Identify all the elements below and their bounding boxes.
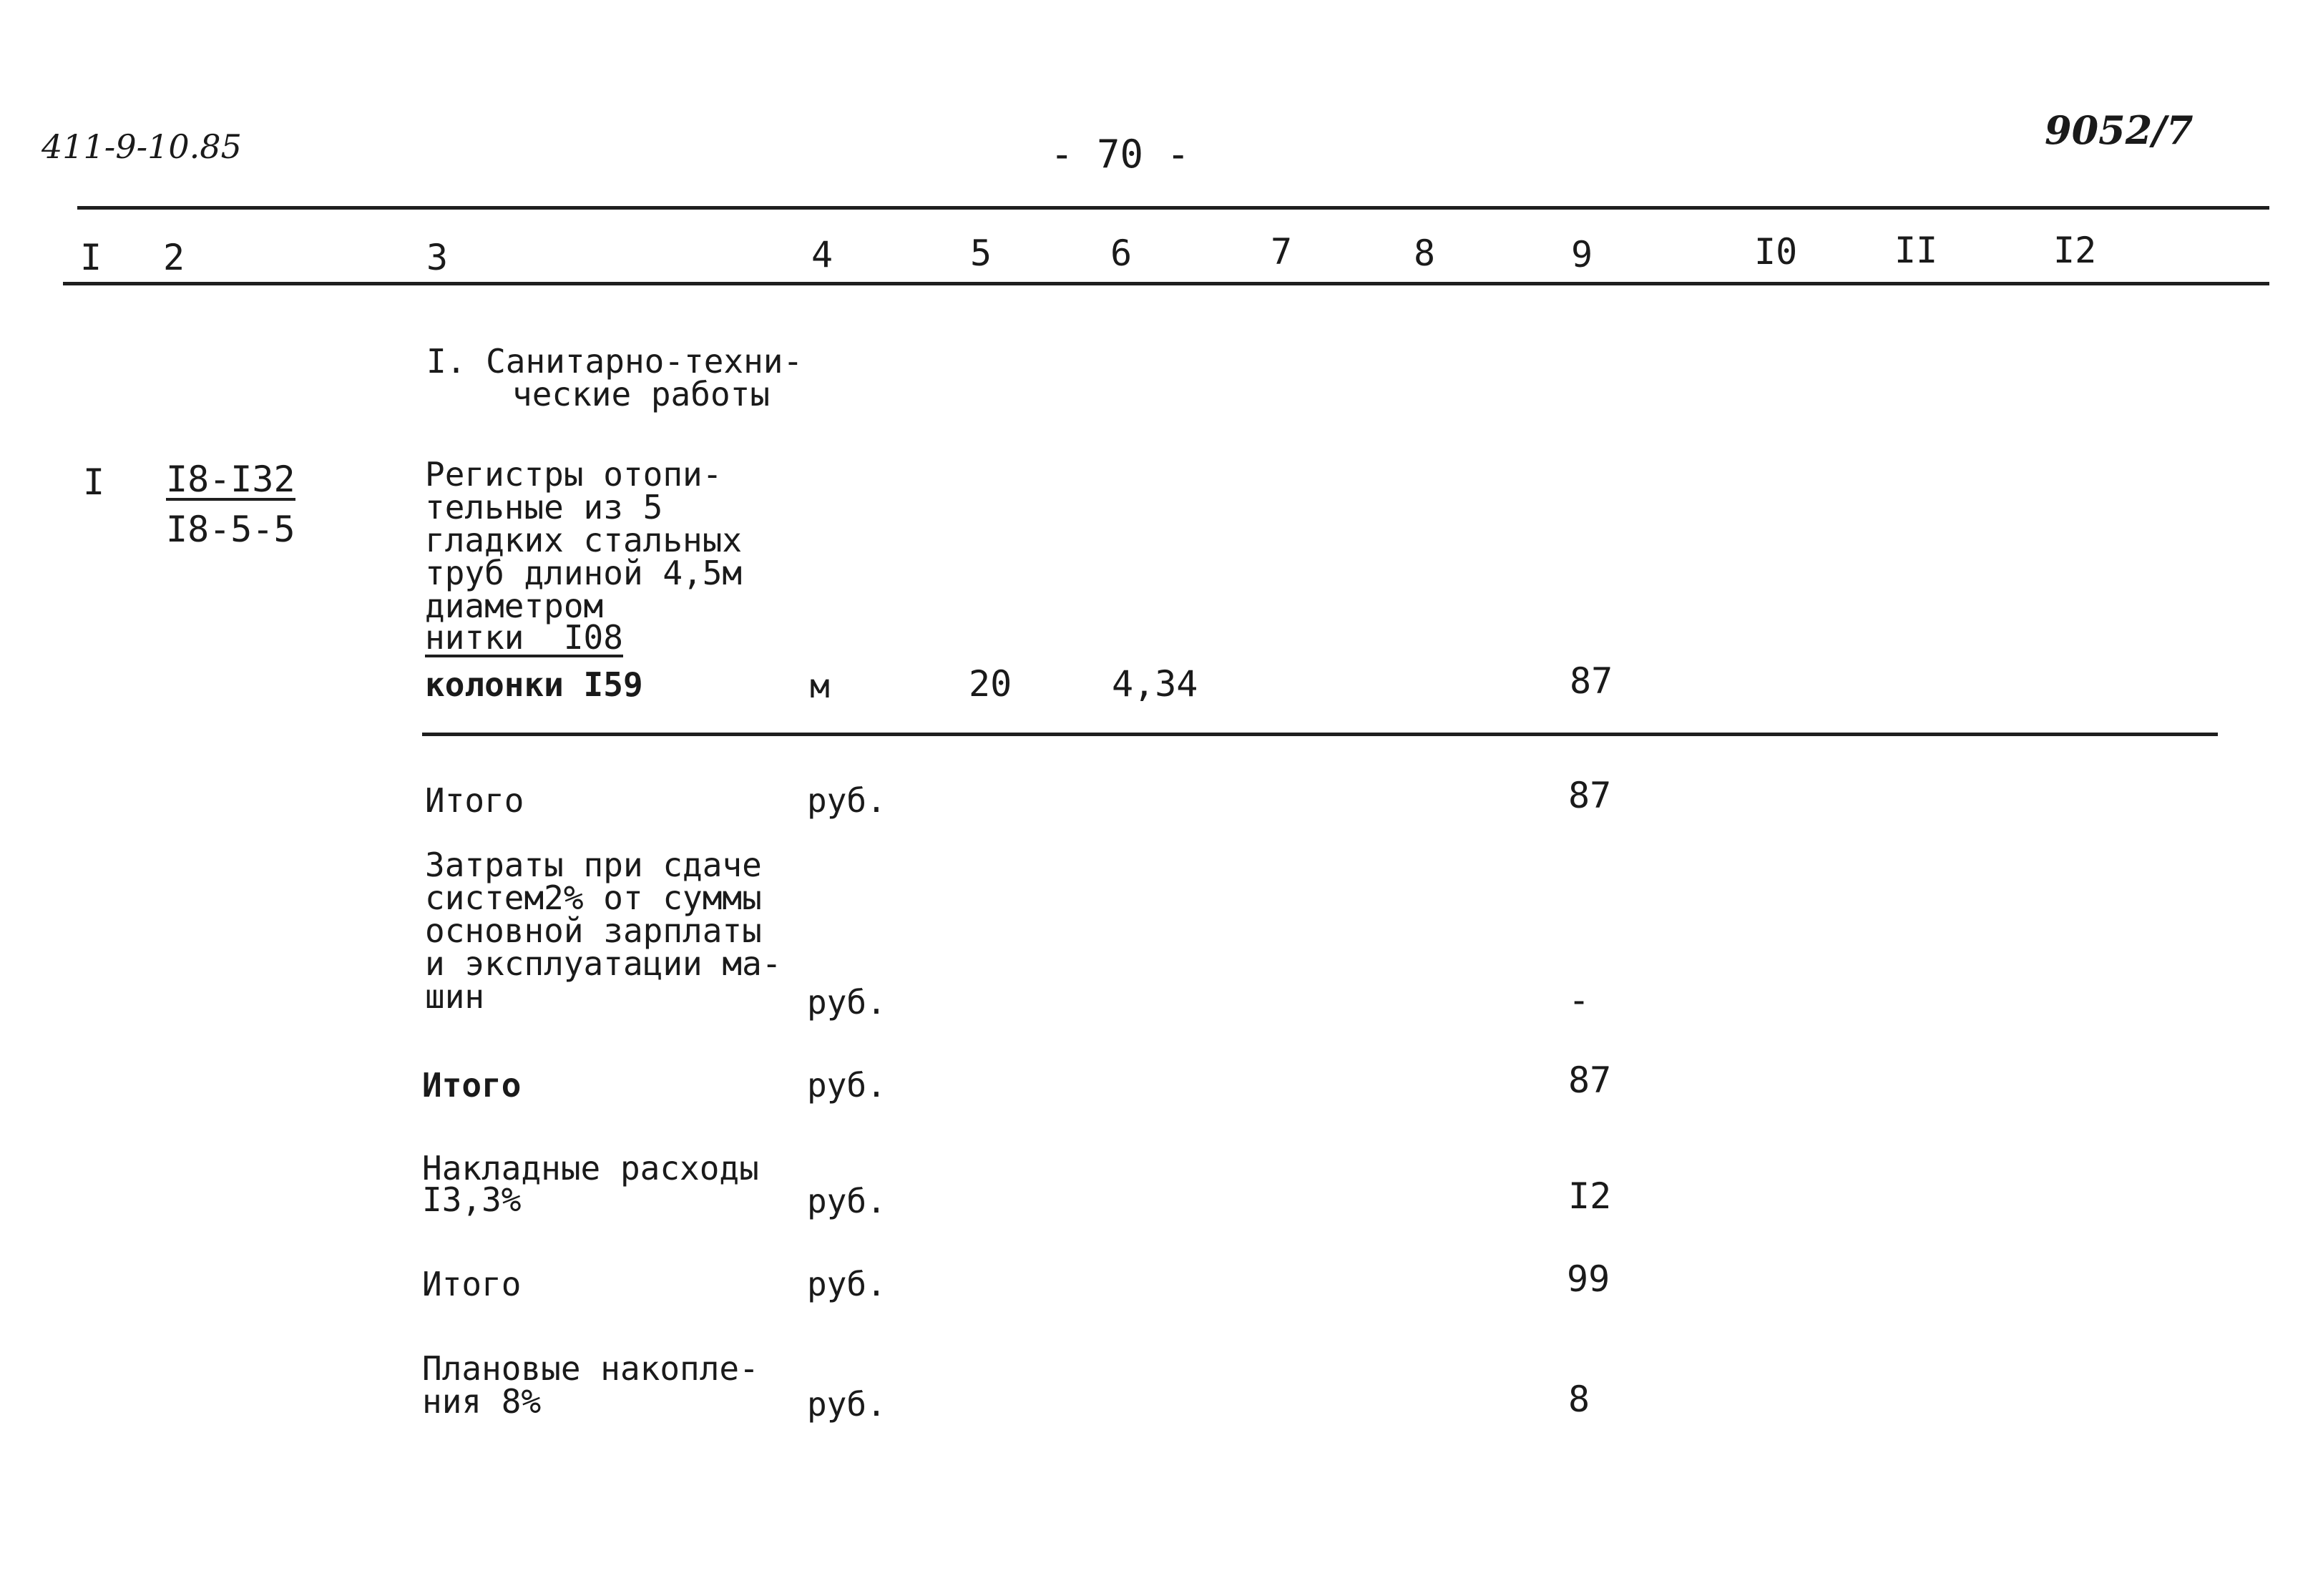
- item-number: I: [83, 461, 105, 503]
- column-header-1: I: [80, 237, 102, 278]
- summary-unit-overhead: руб.: [807, 1182, 886, 1220]
- item-desc-line-6: [425, 618, 623, 657]
- column-header-3: 3: [426, 237, 449, 278]
- summary-value-profit: 8: [1568, 1379, 1590, 1420]
- column-header-6: 6: [1110, 232, 1133, 274]
- summary-value-total-1: 87: [1568, 775, 1612, 816]
- item-total: 87: [1570, 660, 1613, 702]
- column-header-12: I2: [2053, 230, 2097, 271]
- summary-value-overhead: I2: [1568, 1175, 1612, 1217]
- sheet-reference: 9052/7: [2045, 107, 2194, 153]
- item-unit: м: [810, 667, 830, 705]
- summary-label-acceptance-line-2: систем2% от суммы: [425, 878, 762, 917]
- document-code: 411-9-10.85: [41, 127, 242, 166]
- summary-label-overhead-line-2: I3,3%: [422, 1180, 522, 1219]
- column-header-9: 9: [1571, 234, 1593, 275]
- item-desc-line-7: колонки I59: [425, 665, 643, 704]
- summary-unit-acceptance: руб.: [807, 983, 886, 1022]
- item-quantity: 20: [969, 663, 1012, 705]
- summary-label-total-1: Итого: [425, 781, 524, 820]
- page-number: - 70 -: [1050, 132, 1190, 177]
- section-title-line-2: ческие работы: [512, 375, 771, 413]
- column-header-10: I0: [1754, 231, 1798, 273]
- summary-value-total-2: 87: [1568, 1059, 1612, 1101]
- summary-unit-total-1: руб.: [807, 781, 886, 820]
- column-header-2: 2: [163, 237, 185, 278]
- summary-label-overhead-line-1: Накладные расходы: [422, 1149, 759, 1188]
- header-bottom-rule: [63, 282, 2269, 285]
- summary-unit-total-3: руб.: [807, 1265, 886, 1303]
- summary-label-acceptance-line-4: и эксплуатации ма-: [425, 944, 782, 983]
- item-divider: [422, 733, 2218, 736]
- item-desc-line-1: Регистры отопи-: [425, 455, 723, 494]
- section-title-line-1: I. Санитарно-техни-: [426, 342, 803, 381]
- header-top-rule: [77, 206, 2269, 210]
- item-desc-line-6-text: нитки I08: [425, 618, 623, 657]
- summary-unit-profit: руб.: [807, 1385, 886, 1424]
- item-desc-line-5: диаметром: [425, 587, 604, 625]
- column-header-8: 8: [1414, 232, 1436, 274]
- item-desc-line-4: труб длиной 4,5м: [425, 554, 743, 592]
- item-code-top: [166, 461, 295, 501]
- item-desc-line-3: гладких стальных: [425, 521, 743, 559]
- summary-label-acceptance-line-5: шин: [425, 977, 485, 1016]
- summary-label-profit-line-1: Плановые накопле-: [422, 1349, 759, 1388]
- summary-label-acceptance-line-1: Затраты при сдаче: [425, 846, 762, 884]
- column-header-4: 4: [811, 234, 833, 275]
- column-header-7: 7: [1271, 231, 1293, 273]
- summary-label-acceptance-line-3: основной зарплаты: [425, 911, 762, 950]
- summary-label-profit-line-2: ния 8%: [422, 1382, 542, 1421]
- column-header-5: 5: [970, 232, 992, 274]
- column-header-11: II: [1894, 230, 1938, 271]
- summary-label-total-3: Итого: [422, 1265, 522, 1303]
- summary-label-total-2: Итого: [422, 1066, 522, 1105]
- item-desc-line-2: тельные из 5: [425, 488, 663, 527]
- summary-value-total-3: 99: [1567, 1258, 1610, 1300]
- summary-unit-total-2: руб.: [807, 1066, 886, 1105]
- item-code-top-text: I8-I32: [166, 459, 295, 500]
- item-unit-price: 4,34: [1112, 663, 1198, 705]
- item-code-bottom: I8-5-5: [166, 509, 295, 550]
- summary-value-acceptance: -: [1568, 979, 1590, 1021]
